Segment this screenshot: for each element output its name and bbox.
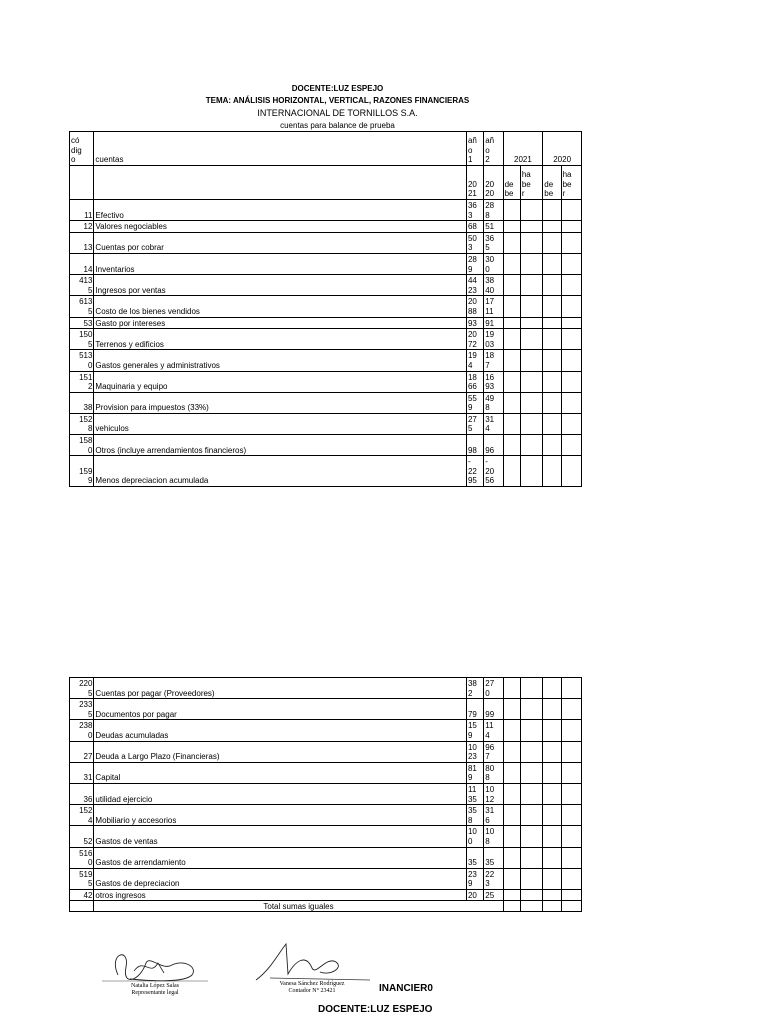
value-2021: 15 9 [466,720,483,741]
debe-2021-cell [503,275,520,296]
value-2020: 17 11 [484,296,503,317]
debe-2020-cell [543,678,561,699]
account-code: 152 4 [70,805,94,826]
haber-2021-cell [520,826,542,847]
table-row [70,275,582,296]
account-name: Capital [94,762,467,783]
haber-2020-cell [561,329,581,350]
haber-2020-cell [561,741,581,762]
haber-2021-cell [520,847,542,868]
account-name: Valores negociables [94,221,467,233]
table-row [70,741,582,762]
company-name: INTERNACIONAL DE TORNILLOS S.A. [257,108,418,118]
total-row [70,901,582,912]
haber-2021-cell [520,296,542,317]
debe-2021-cell [503,847,520,868]
haber-2020-cell [561,350,581,371]
debe-2021-cell [503,699,520,720]
col-2020-header: 2020 [543,132,582,166]
debe-2021-cell [503,889,520,901]
debe-2021-cell [503,720,520,741]
value-2020: 36 5 [484,232,503,253]
account-code: 220 5 [70,678,94,699]
debe-2021-cell [503,392,520,413]
table-row [70,200,582,221]
trial-balance-table [69,131,582,487]
financiero-label: INANCIER0 [379,983,433,994]
value-2021: 27 5 [466,413,483,434]
haber-2021-total [520,901,542,912]
signature-right-name: Vanesa Sánchez Rodríguez [279,981,345,987]
debe-2021-cell [503,350,520,371]
debe-2021-cell [503,805,520,826]
account-name: Gastos de ventas [94,826,467,847]
debe-2021-cell [503,762,520,783]
debe-2020-header: de be [543,166,561,200]
value-2021: 79 [466,699,483,720]
table-caption: cuentas para balance de prueba [280,121,395,130]
haber-2021-cell [520,699,542,720]
account-name: Inventarios [94,253,467,274]
table-row [70,847,582,868]
value-2021: 36 3 [466,200,483,221]
value-2020-header: 20 20 [484,166,503,200]
table-row [70,232,582,253]
table-row [70,868,582,889]
haber-2021-cell [520,200,542,221]
haber-2020-cell [561,371,581,392]
debe-2020-cell [543,826,561,847]
debe-2020-cell [543,720,561,741]
haber-2020-cell [561,720,581,741]
debe-2020-cell [543,699,561,720]
account-name: Deuda a Largo Plazo (Financieras) [94,741,467,762]
value-2020: 31 4 [484,413,503,434]
value-2021: 18 66 [466,371,483,392]
haber-2020-cell [561,889,581,901]
haber-2020-cell [561,826,581,847]
account-name: Mobiliario y accesorios [94,805,467,826]
debe-2021-cell [503,200,520,221]
debe-2021-cell [503,232,520,253]
table-row [70,253,582,274]
value-2020: 27 0 [484,678,503,699]
value-2020: 80 8 [484,762,503,783]
account-code: 151 2 [70,371,94,392]
value-2021: 20 88 [466,296,483,317]
table-row [70,762,582,783]
debe-2021-cell [503,868,520,889]
debe-2021-cell [503,678,520,699]
table-row [70,889,582,901]
haber-2020-header: ha be r [561,166,581,200]
value-2020: 16 93 [484,371,503,392]
debe-2020-cell [543,413,561,434]
table-row [70,317,582,329]
debe-2020-cell [543,783,561,804]
debe-2020-cell [543,232,561,253]
blank-cell [70,166,94,200]
value-2021: 10 0 [466,826,483,847]
table-row [70,296,582,317]
debe-2021-cell [503,413,520,434]
account-code: 52 [70,826,94,847]
haber-2021-cell [520,317,542,329]
haber-2021-cell [520,868,542,889]
value-2021: 55 9 [466,392,483,413]
total-label: Total sumas iguales [94,901,503,912]
account-name: Maquinaria y equipo [94,371,467,392]
haber-2020-cell [561,392,581,413]
haber-2020-cell [561,200,581,221]
debe-2021-cell [503,317,520,329]
blank-cell [94,166,467,200]
haber-2021-cell [520,392,542,413]
account-code: 31 [70,762,94,783]
account-name: Provision para impuestos (33%) [94,392,467,413]
account-code: 38 [70,392,94,413]
table-row [70,435,582,456]
debe-2020-cell [543,392,561,413]
value-2020: 96 [484,435,503,456]
account-name: utilidad ejercicio [94,783,467,804]
debe-2020-cell [543,317,561,329]
account-code: 152 8 [70,413,94,434]
account-code: 613 5 [70,296,94,317]
account-code: 159 9 [70,456,94,487]
haber-2021-cell [520,720,542,741]
debe-2021-cell [503,329,520,350]
value-2020: 25 [484,889,503,901]
haber-2021-cell [520,350,542,371]
haber-2020-cell [561,253,581,274]
debe-2020-cell [543,350,561,371]
value-2020: - 20 56 [484,456,503,487]
haber-2020-cell [561,317,581,329]
haber-2020-cell [561,275,581,296]
value-2021: 35 [466,847,483,868]
account-code: 516 0 [70,847,94,868]
debe-2021-cell [503,826,520,847]
accounts-header: cuentas [94,132,467,166]
subheader-row [70,166,582,200]
header-row [70,132,582,166]
value-2021: 93 [466,317,483,329]
account-name: Efectivo [94,200,467,221]
account-name: Ingresos por ventas [94,275,467,296]
col-2021-header: 2021 [503,132,543,166]
value-2020: 51 [484,221,503,233]
docente-heading: DOCENTE:LUZ ESPEJO [291,84,384,93]
haber-2020-cell [561,456,581,487]
blank-cell [70,901,94,912]
account-code: 413 5 [70,275,94,296]
table-row [70,392,582,413]
haber-2020-cell [561,232,581,253]
value-2020: 31 6 [484,805,503,826]
value-2021: 23 9 [466,868,483,889]
haber-2021-cell [520,275,542,296]
haber-2020-cell [561,847,581,868]
haber-2021-cell [520,678,542,699]
value-2020: 38 40 [484,275,503,296]
debe-2020-cell [543,805,561,826]
value-2021-header: 20 21 [466,166,483,200]
value-2020: 18 7 [484,350,503,371]
value-2021: 68 [466,221,483,233]
account-code: 519 5 [70,868,94,889]
account-code: 238 0 [70,720,94,741]
account-name: Otros (incluye arrendamientos financieros) [94,435,467,456]
debe-2021-cell [503,435,520,456]
haber-2021-cell [520,889,542,901]
haber-2021-cell [520,456,542,487]
debe-2021-cell [503,221,520,233]
value-2020: 11 4 [484,720,503,741]
haber-2021-header: ha be r [520,166,542,200]
debe-2020-cell [543,435,561,456]
debe-2020-cell [543,889,561,901]
haber-2021-cell [520,783,542,804]
table-row [70,413,582,434]
value-2021: - 22 95 [466,456,483,487]
haber-2020-cell [561,783,581,804]
haber-2020-cell [561,221,581,233]
account-name: Gastos de arrendamiento [94,847,467,868]
debe-2020-cell [543,371,561,392]
account-code: 233 5 [70,699,94,720]
haber-2021-cell [520,741,542,762]
debe-2020-cell [543,221,561,233]
debe-2020-cell [543,762,561,783]
signature-right-role: Contador N° 23421 [288,988,336,994]
haber-2020-cell [561,435,581,456]
account-name: Gasto por intereses [94,317,467,329]
account-name: Costo de los bienes vendidos [94,296,467,317]
account-code: 513 0 [70,350,94,371]
account-name: Gastos de depreciacion [94,868,467,889]
account-name: vehiculos [94,413,467,434]
debe-2021-header: de be [503,166,520,200]
debe-2021-cell [503,456,520,487]
debe-2021-cell [503,253,520,274]
haber-2021-cell [520,253,542,274]
table-row [70,221,582,233]
value-2020: 28 8 [484,200,503,221]
table-row [70,783,582,804]
haber-2021-cell [520,232,542,253]
account-name: Documentos por pagar [94,699,467,720]
code-header: có dig o [70,132,94,166]
account-code: 150 5 [70,329,94,350]
account-code: 42 [70,889,94,901]
table-row [70,371,582,392]
value-2020: 91 [484,317,503,329]
debe-2021-total [503,901,520,912]
account-name: Menos depreciacion acumulada [94,456,467,487]
account-name: Terrenos y edificios [94,329,467,350]
signature-left-role: Representante legal [131,990,179,996]
account-code: 12 [70,221,94,233]
debe-2020-cell [543,296,561,317]
haber-2021-cell [520,371,542,392]
haber-2020-cell [561,413,581,434]
value-2021: 28 9 [466,253,483,274]
debe-2021-cell [503,296,520,317]
debe-2021-cell [503,741,520,762]
haber-2020-cell [561,868,581,889]
year2-header: añ o 2 [484,132,503,166]
value-2021: 11 35 [466,783,483,804]
table-row [70,805,582,826]
signature-natalia [100,941,210,989]
debe-2020-cell [543,868,561,889]
debe-2020-cell [543,847,561,868]
debe-2020-cell [543,329,561,350]
value-2020: 35 [484,847,503,868]
table-row [70,699,582,720]
debe-2020-total [543,901,561,912]
value-2021: 19 4 [466,350,483,371]
table-row [70,350,582,371]
account-name: Cuentas por cobrar [94,232,467,253]
value-2020: 96 7 [484,741,503,762]
value-2020: 22 3 [484,868,503,889]
account-name: Cuentas por pagar (Proveedores) [94,678,467,699]
debe-2020-cell [543,741,561,762]
docente-footer: DOCENTE:LUZ ESPEJO [318,1004,433,1015]
haber-2021-cell [520,329,542,350]
account-code: 11 [70,200,94,221]
value-2020: 19 03 [484,329,503,350]
account-code: 14 [70,253,94,274]
haber-2021-cell [520,221,542,233]
haber-2021-cell [520,413,542,434]
table-row [70,329,582,350]
account-name: Deudas acumuladas [94,720,467,741]
value-2020: 10 8 [484,826,503,847]
haber-2020-total [561,901,581,912]
year1-header: añ o 1 [466,132,483,166]
debe-2021-cell [503,371,520,392]
value-2021: 50 3 [466,232,483,253]
value-2020: 30 0 [484,253,503,274]
signature-left-name: Natalia López Salas [131,983,179,989]
haber-2021-cell [520,435,542,456]
value-2021: 20 [466,889,483,901]
table-row [70,720,582,741]
haber-2021-cell [520,805,542,826]
haber-2020-cell [561,762,581,783]
table-row [70,826,582,847]
account-name: otros ingresos [94,889,467,901]
tema-heading: TEMA: ANÁLISIS HORIZONTAL, VERTICAL, RAZONES FINANCIERAS [205,96,470,105]
table-row [70,678,582,699]
haber-2020-cell [561,296,581,317]
value-2021: 98 [466,435,483,456]
value-2021: 44 23 [466,275,483,296]
debe-2020-cell [543,456,561,487]
account-code: 53 [70,317,94,329]
debe-2020-cell [543,200,561,221]
value-2021: 20 72 [466,329,483,350]
value-2021: 81 9 [466,762,483,783]
haber-2020-cell [561,699,581,720]
value-2021: 35 8 [466,805,483,826]
value-2021: 10 23 [466,741,483,762]
value-2020: 49 8 [484,392,503,413]
debe-2021-cell [503,783,520,804]
haber-2020-cell [561,805,581,826]
debe-2020-cell [543,275,561,296]
account-code: 36 [70,783,94,804]
account-code: 158 0 [70,435,94,456]
account-name: Gastos generales y administrativos [94,350,467,371]
account-code: 27 [70,741,94,762]
trial-balance-table-continued [69,677,582,912]
debe-2020-cell [543,253,561,274]
haber-2021-cell [520,762,542,783]
value-2020: 10 12 [484,783,503,804]
account-code: 13 [70,232,94,253]
value-2021: 38 2 [466,678,483,699]
table-row [70,456,582,487]
haber-2020-cell [561,678,581,699]
value-2020: 99 [484,699,503,720]
